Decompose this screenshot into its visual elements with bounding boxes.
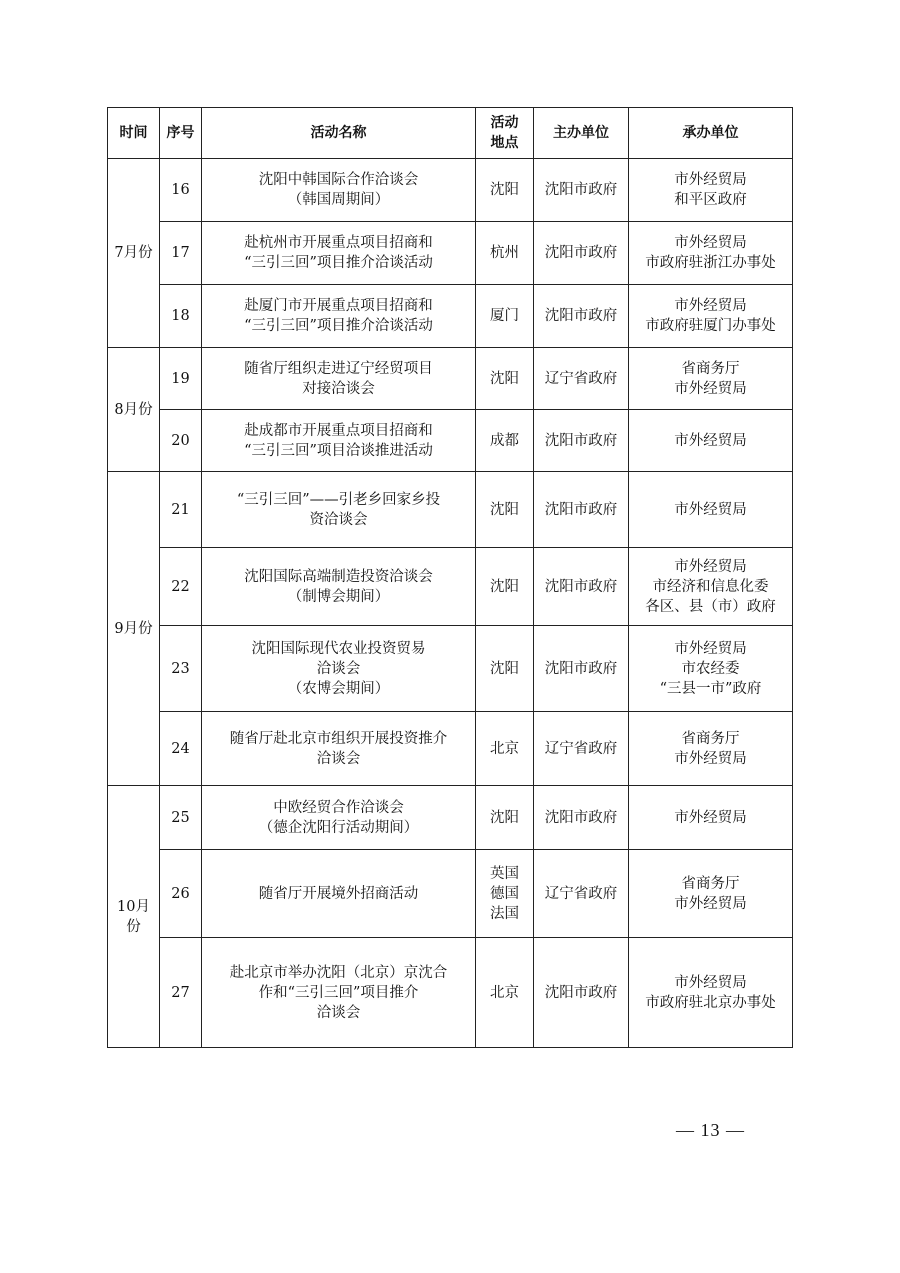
activity-name	[202, 159, 476, 222]
month-cell	[108, 786, 160, 1048]
activity-name-line: 对接洽谈会	[302, 380, 375, 397]
organizer-unit	[629, 786, 793, 850]
row-number: 17	[160, 222, 202, 285]
activity-name	[202, 222, 476, 285]
activity-location-line: 杭州	[490, 245, 519, 261]
row-number: 21	[160, 472, 202, 548]
host-unit: 沈阳市政府	[534, 410, 629, 472]
organizer-unit-line: 市外经贸局	[674, 640, 747, 657]
host-unit: 沈阳市政府	[534, 626, 629, 712]
host-unit: 辽宁省政府	[534, 348, 629, 410]
organizer-unit-line: 各区、县（市）政府	[645, 598, 776, 615]
activity-location-line: 成都	[490, 432, 519, 449]
organizer-unit	[629, 222, 793, 285]
month-cell: 9月份	[108, 472, 160, 786]
host-unit: 沈阳市政府	[534, 285, 629, 348]
organizer-unit-line: 市经济和信息化委	[652, 578, 769, 595]
row-number: 18	[160, 285, 202, 348]
organizer-unit-line: 市农经委	[681, 660, 740, 677]
activity-name-line: 赴厦门市开展重点项目招商和	[244, 298, 433, 314]
header-organizer: 承办单位	[629, 108, 793, 159]
activity-location-line: 沈阳	[490, 182, 519, 198]
header-location	[476, 108, 534, 159]
activity-name-line: “三引三回”项目推介洽谈活动	[244, 255, 433, 271]
activity-name-line: 随省厅赴北京市组织开展投资推介	[229, 730, 448, 747]
activity-location	[476, 712, 534, 786]
row-number: 23	[160, 626, 202, 712]
organizer-unit	[629, 285, 793, 348]
organizer-unit-line: 市外经贸局	[674, 298, 747, 314]
activity-name	[202, 348, 476, 410]
table-row	[108, 222, 793, 285]
activity-name	[202, 712, 476, 786]
table-row	[108, 712, 793, 786]
activity-location-line: 厦门	[490, 308, 519, 324]
header-activity-name: 活动名称	[202, 108, 476, 159]
organizer-unit-line: 市外经贸局	[674, 380, 747, 397]
table-row	[108, 410, 793, 472]
activity-name-line: 沈阳国际现代农业投资贸易	[251, 640, 426, 657]
activity-name	[202, 285, 476, 348]
organizer-unit	[629, 548, 793, 626]
activity-name-line: 资洽谈会	[309, 511, 368, 528]
activity-name-line: （农博会期间）	[287, 680, 390, 697]
activity-location-line: 北京	[490, 984, 519, 1001]
activity-location-line: 沈阳	[490, 370, 519, 387]
activity-location	[476, 938, 534, 1048]
organizer-unit-line: 市外经贸局	[674, 750, 747, 767]
organizer-unit-line: 市外经贸局	[674, 974, 747, 991]
row-number: 24	[160, 712, 202, 786]
host-unit: 沈阳市政府	[534, 938, 629, 1048]
host-unit: 辽宁省政府	[534, 850, 629, 938]
organizer-unit-line: 市外经贸局	[674, 432, 747, 449]
host-unit: 沈阳市政府	[534, 786, 629, 850]
activity-name-line: 洽谈会	[316, 1004, 361, 1021]
activity-name-line: 赴北京市举办沈阳（北京）京沈合	[229, 964, 448, 981]
activity-location	[476, 850, 534, 938]
activity-name-line: （制博会期间）	[287, 588, 390, 605]
activity-location	[476, 159, 534, 222]
host-unit: 沈阳市政府	[534, 159, 629, 222]
activity-location	[476, 786, 534, 850]
activity-name-line: 随省厅组织走进辽宁经贸项目	[244, 360, 433, 377]
host-unit: 沈阳市政府	[534, 472, 629, 548]
organizer-unit-line: 市外经贸局	[674, 172, 747, 188]
row-number: 19	[160, 348, 202, 410]
activity-name	[202, 938, 476, 1048]
host-unit: 辽宁省政府	[534, 712, 629, 786]
activity-location-line: 沈阳	[490, 809, 519, 826]
activity-name-line: （德企沈阳行活动期间）	[258, 819, 419, 836]
activity-location	[476, 285, 534, 348]
organizer-unit-line: 市政府驻浙江办事处	[645, 255, 776, 271]
organizer-unit	[629, 159, 793, 222]
host-unit: 沈阳市政府	[534, 548, 629, 626]
table-row	[108, 850, 793, 938]
header-host: 主办单位	[534, 108, 629, 159]
activity-name-line: 洽谈会	[316, 660, 361, 677]
organizer-unit-line: 市外经贸局	[674, 235, 747, 251]
activity-name	[202, 410, 476, 472]
table-row	[108, 938, 793, 1048]
activity-name	[202, 472, 476, 548]
organizer-unit	[629, 712, 793, 786]
activity-name-line: 随省厅开展境外招商活动	[258, 885, 419, 902]
activity-location	[476, 348, 534, 410]
header-number: 序号	[160, 108, 202, 159]
activity-name-line: （韩国周期间）	[287, 192, 390, 208]
organizer-unit	[629, 938, 793, 1048]
host-unit: 沈阳市政府	[534, 222, 629, 285]
activity-name	[202, 626, 476, 712]
organizer-unit	[629, 348, 793, 410]
activity-location-line: 沈阳	[490, 578, 519, 595]
organizer-unit	[629, 626, 793, 712]
table-row	[108, 786, 793, 850]
row-number: 26	[160, 850, 202, 938]
activity-name	[202, 786, 476, 850]
month-cell: 7月份	[108, 159, 160, 348]
activity-location	[476, 222, 534, 285]
organizer-unit-line: “三县一市”政府	[659, 680, 762, 697]
activity-location-line: 法国	[490, 905, 519, 922]
table-row	[108, 548, 793, 626]
page-number: — 13 —	[676, 1120, 745, 1140]
activity-name	[202, 850, 476, 938]
table-row	[108, 472, 793, 548]
row-number: 20	[160, 410, 202, 472]
organizer-unit-line: 和平区政府	[674, 192, 747, 208]
organizer-unit-line: 市政府驻厦门办事处	[645, 318, 776, 334]
row-number: 27	[160, 938, 202, 1048]
row-number: 25	[160, 786, 202, 850]
activity-location-line: 德国	[490, 885, 519, 902]
activity-name-line: “三引三回”项目推介洽谈活动	[244, 318, 433, 334]
activity-name-line: 中欧经贸合作洽谈会	[273, 799, 404, 816]
month-cell: 8月份	[108, 348, 160, 472]
organizer-unit	[629, 410, 793, 472]
activity-location-line: 英国	[490, 865, 519, 882]
organizer-unit-line: 市外经贸局	[674, 809, 747, 826]
activity-location	[476, 472, 534, 548]
activity-name-line: 沈阳中韩国际合作洽谈会	[258, 172, 419, 188]
activity-location-line: 沈阳	[490, 660, 519, 677]
activity-name-line: “三引三回”项目洽谈推进活动	[244, 442, 433, 459]
activity-location-line: 沈阳	[490, 501, 519, 518]
activity-name-line: 洽谈会	[316, 750, 361, 767]
organizer-unit-line: 市外经贸局	[674, 501, 747, 518]
organizer-unit	[629, 850, 793, 938]
organizer-unit-line: 省商务厅	[681, 360, 740, 377]
table-row	[108, 285, 793, 348]
schedule-table	[107, 107, 793, 1048]
table-row	[108, 348, 793, 410]
activity-location-line: 北京	[490, 740, 519, 757]
activity-name-line: 赴杭州市开展重点项目招商和	[244, 235, 433, 251]
organizer-unit-line: 省商务厅	[681, 730, 740, 747]
activity-name-line: 作和“三引三回”项目推介	[258, 984, 419, 1001]
organizer-unit-line: 市政府驻北京办事处	[645, 994, 776, 1011]
organizer-unit-line: 省商务厅	[681, 875, 740, 892]
activity-location	[476, 410, 534, 472]
organizer-unit-line: 市外经贸局	[674, 895, 747, 912]
row-number: 22	[160, 548, 202, 626]
organizer-unit-line: 市外经贸局	[674, 558, 747, 575]
activity-location	[476, 548, 534, 626]
activity-name-line: “三引三回”——引老乡回家乡投	[236, 491, 441, 508]
header-time: 时间	[108, 108, 160, 159]
organizer-unit	[629, 472, 793, 548]
activity-name	[202, 548, 476, 626]
month-label-line1: 10月	[117, 898, 150, 915]
table-row	[108, 626, 793, 712]
header-row	[108, 108, 793, 159]
table-row	[108, 159, 793, 222]
header-location-line1: 活动	[490, 115, 519, 131]
activity-name-line: 赴成都市开展重点项目招商和	[244, 422, 433, 439]
activity-location	[476, 626, 534, 712]
activity-name-line: 沈阳国际高端制造投资洽谈会	[244, 568, 433, 585]
header-location-line2: 地点	[490, 135, 519, 151]
row-number: 16	[160, 159, 202, 222]
month-label-line2: 份	[126, 918, 141, 935]
